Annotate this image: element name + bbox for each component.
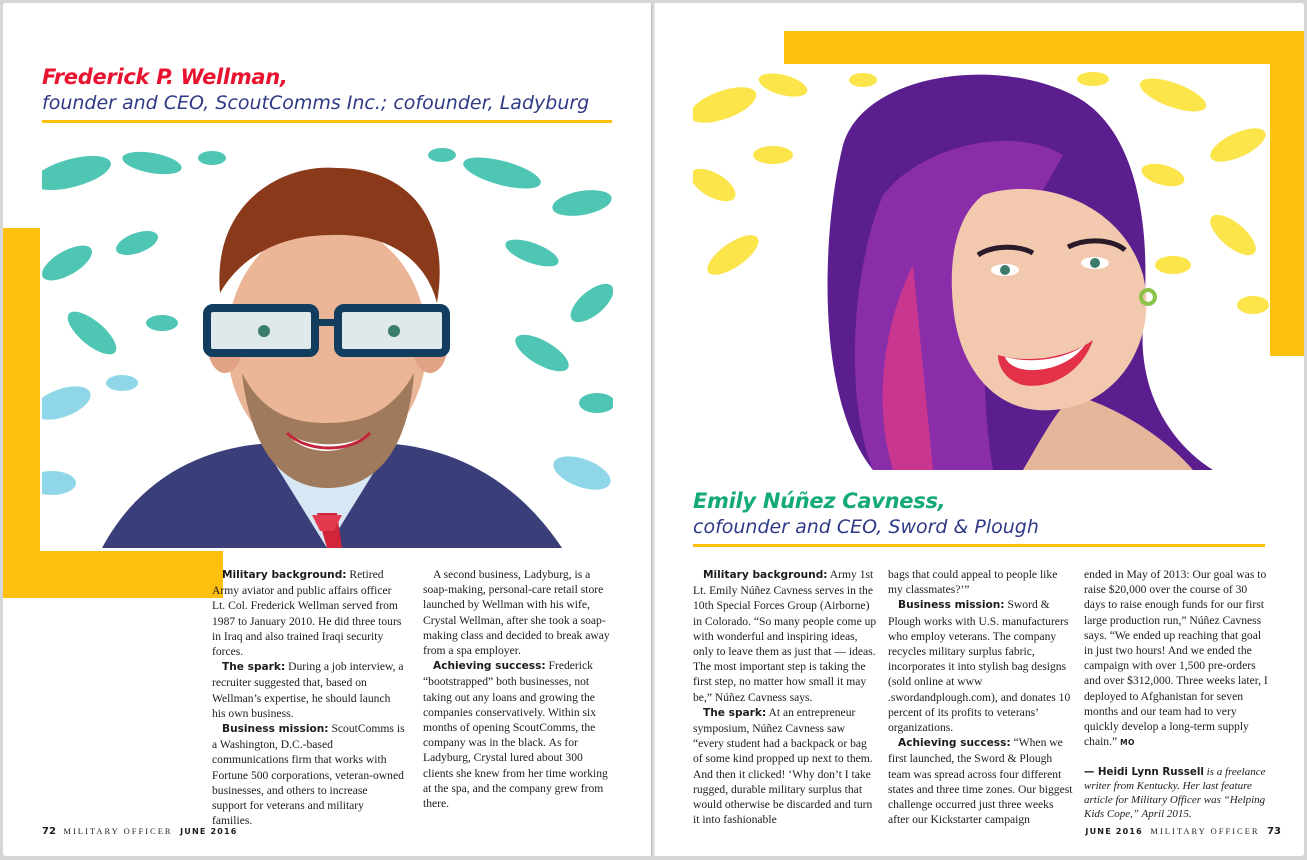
page-number: 72 xyxy=(42,826,56,837)
article-column xyxy=(1084,567,1268,750)
page-number: 73 xyxy=(1267,826,1281,837)
yellow-accent-bar xyxy=(1270,31,1304,356)
article-column xyxy=(423,567,614,811)
body-text: Frederick “bootstrapped” both businesses, not taking out any loans and growing the companies conservatively. Within six months of opening ScoutComms, the company was in the black. As for Ladyburg, Crystal lured about 300 clients she knew from her time working at the spa, and the company grew from there. xyxy=(423,659,608,811)
article-column xyxy=(888,567,1073,827)
author-name: — Heidi Lynn Russell xyxy=(1084,766,1204,778)
section-label: The spark: xyxy=(703,706,767,719)
page-footer xyxy=(42,826,238,837)
title-rule xyxy=(42,120,612,123)
bio-text: is a freelance writer from Kentucky. Her last feature article for Military Officer was “Helping Kids Cope,” April 2015. xyxy=(1084,766,1266,820)
left-page xyxy=(3,3,651,856)
body-text: Retired Army aviator and public affairs officer Lt. Col. Frederick Wellman served from 1987 to January 2010. He did three tours in Iraq and also trained Iraqi security forces. xyxy=(212,568,402,659)
profile-role: founder and CEO, ScoutComms Inc.; cofounder, Ladyburg xyxy=(42,92,590,114)
magazine-name: MILITARY OFFICER xyxy=(1150,826,1260,836)
author-bio xyxy=(1084,765,1268,821)
article-column xyxy=(693,567,877,827)
magazine-name: MILITARY OFFICER xyxy=(63,826,173,836)
body-text: ScoutComms is a Washington, D.C.-based communications firm that works with Fortune 500 corporations, veteran-owned businesses, and others to increase support for veterans and military families. xyxy=(212,722,405,828)
section-label: Military background: xyxy=(222,569,347,581)
article-column xyxy=(212,567,405,828)
profile-name: Frederick P. Wellman, xyxy=(42,65,288,89)
body-text: At an entrepreneur symposium, Núñez Cavness saw “every student had a backpack or bag of some kind propped up next to them. And then it clicked! ‘Why don’t I take rugged, durable military surplus that would otherwise be discarded and turn it into fashionable xyxy=(693,705,873,827)
issue-date: JUNE 2016 xyxy=(180,827,238,836)
page-footer xyxy=(1085,826,1281,837)
profile-role: cofounder and CEO, Sword & Plough xyxy=(693,516,1039,538)
profile-name: Emily Núñez Cavness, xyxy=(693,489,946,513)
section-label: Business mission: xyxy=(222,723,329,736)
portrait-illustration-cavness xyxy=(693,65,1270,470)
body-text: A second business, Ladyburg, is a soap-making, personal-care retail store launched by Wellman with his wife, Crystal Wellman, after she took a soap-making class and decided to break away from a spa employer. xyxy=(423,568,610,658)
right-page xyxy=(655,3,1304,856)
section-label: The spark: xyxy=(222,661,286,674)
yellow-accent-bar xyxy=(3,551,223,598)
section-label: Achieving success: xyxy=(433,660,546,673)
body-text: bags that could appeal to people like my classmates?’” xyxy=(888,568,1058,597)
section-label: Achieving success: xyxy=(898,737,1011,750)
portrait-illustration-wellman xyxy=(42,143,613,548)
body-text: During a job interview, a recruiter suggested that, based on Wellman’s expertise, he should launch his own business. xyxy=(212,660,404,720)
body-text: “When we first launched, the Sword & Plough team was spread across four different states and three time zones. Our biggest challenge occurred just three weeks after our Kickstarter campaign xyxy=(888,736,1073,827)
section-label: Business mission: xyxy=(898,599,1005,612)
body-text: Sword & Plough works with U.S. manufacturers who employ veterans. The company recycles military surplus fabric, incorporates it into stylish bag designs (sold online at www .swordandplough.com), and donates 10 percent of its profits to veterans’ organizations. xyxy=(888,598,1071,735)
body-text: ended in May of 2013: Our goal was to raise $20,000 over the course of 30 days to raise enough funds for our first large production run,” Núñez Cavness says. “We ended up reaching that goal in just two hours! And we ended the campaign with over 1,500 pre-orders and over $312,000. Three weeks later, I deployed to Afghanistan for seven months and our team had to very quickly develop a long-term supply chain.” xyxy=(1084,568,1268,749)
title-rule xyxy=(693,544,1265,547)
yellow-accent-bar xyxy=(3,228,40,598)
section-label: Military background: xyxy=(703,569,828,581)
issue-date: JUNE 2016 xyxy=(1085,827,1143,836)
yellow-accent-bar xyxy=(784,31,1304,64)
body-text: Army 1st Lt. Emily Núñez Cavness serves in the 10th Special Forces Group (Airborne) in Colorado. “So many people come up with wonderful and inspiring ideas, only to leave them as just that — ideas. The most important step is taking the first step, no matter how small it may be,” Núñez Cavness says. xyxy=(693,568,877,704)
end-mark: MO xyxy=(1120,738,1135,748)
